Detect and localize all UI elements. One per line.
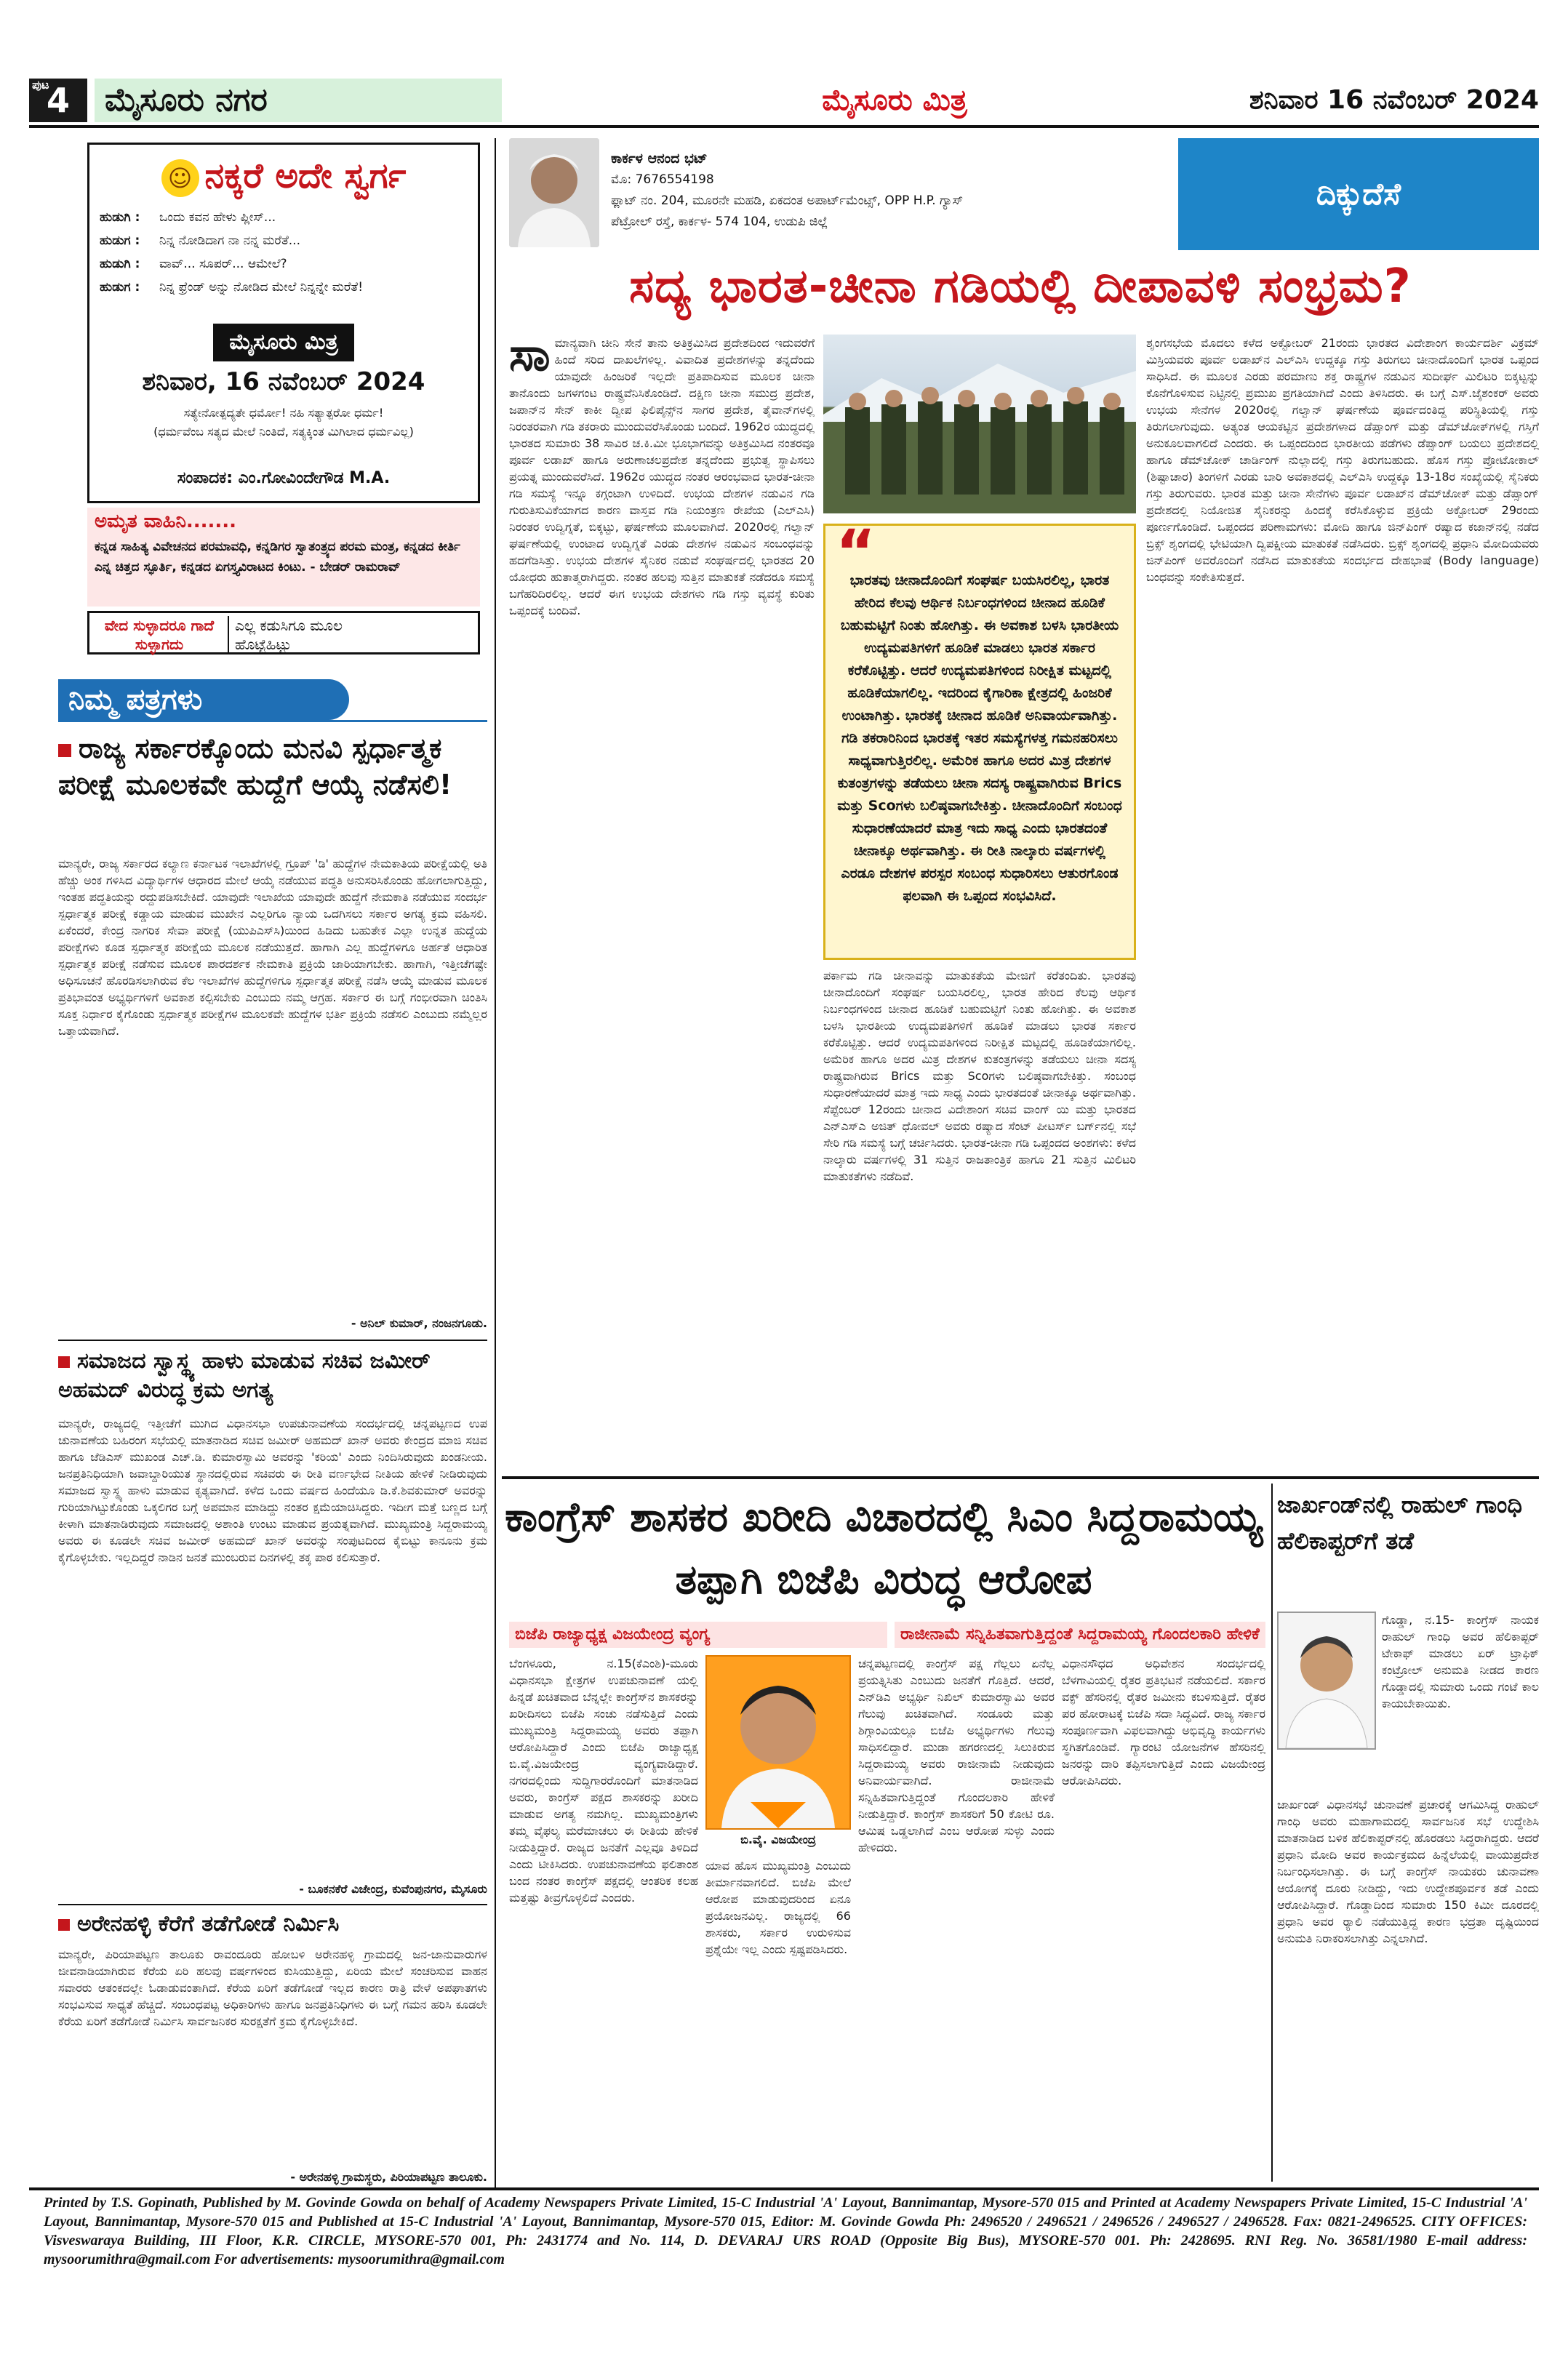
- laughing-face-icon: ☺: [161, 159, 199, 197]
- quote-text: ಕನ್ನಡ ಸಾಹಿತ್ಯ ವಿವೇಚನದ ಪರಮಾವಧಿ, ಕನ್ನಡಿಗರ ಸ್ವಾತಂತ್ರ್ಯದ ಪರಮ ಮಂತ್ರ, ಕನ್ನಡದ ಕೀರ್ತಿ ಎನ್ನ ಚಿತ್ತದ ಸ್ಫೂರ್ತಿ, ಕನ್ನಡದ ಏಗಸ್ತ್ಯವಿರಾಟದ ಕಿಂಟು. - ಬೇಡರ್ ರಾಮರಾವ್: [95, 540, 460, 575]
- news-column: ಚನ್ನಪಟ್ಟಣದಲ್ಲಿ ಕಾಂಗ್ರೆಸ್ ಪಕ್ಷ ಗೆಲ್ಲಲು ಏನೆಲ್ಲ ಪ್ರಯತ್ನಿಸಿತು ಎಂಬುದು ಜನತೆಗೆ ಗೊತ್ತಿದೆ. ಆದರೆ, ಎನ್‌ಡಿಎ ಅಭ್ಯರ್ಥಿ ನಿಖಿಲ್ ಕುಮಾರಸ್ವಾಮಿ ಅವರ ಗೆಲುವು ಖಚಿತವಾಗಿದೆ. ಸಂಡೂರು ಮತ್ತು ಶಿಗ್ಗಾಂವಿಯಲ್ಲೂ ಬಿಜೆಪಿ ಅಭ್ಯರ್ಥಿಗಳು ಗೆಲುವು ಸಾಧಿಸಲಿದ್ದಾರೆ. ಮುಡಾ ಹಗರಣದಲ್ಲಿ ಸಿಲುಕಿರುವ ಸಿದ್ದರಾಮಯ್ಯ ಅವರು ರಾಜೀನಾಮೆ ನೀಡುವುದು ಅನಿವಾರ್ಯವಾಗಿದೆ. ರಾಜೀನಾಮೆ ಸನ್ನಿಹಿತವಾಗುತ್ತಿದ್ದಂತೆ ಗೊಂದಲಕಾರಿ ಹೇಳಿಕೆ ನೀಡುತ್ತಿದ್ದಾರೆ. ಕಾಂಗ್ರೆಸ್ ಶಾಸಕರಿಗೆ 50 ಕೋಟಿ ರೂ. ಆಮಿಷ ಒಡ್ಡಲಾಗಿದೆ ಎಂಬ ಆರೋಪ ಸುಳ್ಳು ಎಂದು ಹೇಳಿದರು.: [858, 1657, 1055, 1854]
- vijayendra-photo: [705, 1655, 851, 1830]
- author-address: ಫ್ಲಾಟ್ ನಂ. 204, ಮೂರನೇ ಮಹಡಿ, ಏಕದಂತ ಅಪಾರ್ಟ್‌ಮೆಂಟ್ಸ್, OPP H.P. ಗ್ಯಾಸ್ ಪೆಟ್ರೋಲ್ ರಸ್ತೆ, ಕಾರ್ಕಳ- 574 104, ಉಡುಪಿ ಜಿಲ್ಲೆ: [611, 193, 964, 229]
- section-title: ಮೈಸೂರು ನಗರ: [95, 79, 502, 122]
- paper-name: ಮೈಸೂರು ಮಿತ್ರ: [822, 84, 967, 117]
- news-headline: ಕಾಂಗ್ರೆಸ್ ಶಾಸಕರ ಖರೀದಿ ವಿಚಾರದಲ್ಲಿ ಸಿಎಂ ಸಿದ್ದರಾಮಯ್ಯ ತಪ್ಪಾಗಿ ಬಿಜೆಪಿ ವಿರುದ್ಧ ಆರೋಪ: [505, 1494, 1263, 1604]
- square-bullet-icon: [58, 1919, 70, 1931]
- joke-lines: [100, 206, 471, 322]
- joke-title-text: ನಕ್ಕರೆ ಅದೇ ಸ್ವರ್ಗ: [204, 156, 407, 196]
- divider: [58, 1340, 487, 1341]
- news-headline: ಜಾರ್ಖಂಡ್‌ನಲ್ಲಿ ರಾಹುಲ್ ಗಾಂಧಿ ಹೆಲಿಕಾಪ್ಟರ್‌ಗೆ ತಡೆ: [1277, 1491, 1523, 1555]
- sub-headline: ರಾಜೀನಾಮೆ ಸನ್ನಿಹಿತವಾಗುತ್ತಿದ್ದಂತೆ ಸಿದ್ದರಾಮಯ್ಯ ಗೊಂದಲಕಾರಿ ಹೇಳಿಕೆ: [895, 1622, 1265, 1648]
- joke-text: ಒಂದು ಕವನ ಹೇಳು ಪ್ಲೀಸ್...: [159, 210, 276, 225]
- pull-quote-text: ಭಾರತವು ಚೀನಾದೊಂದಿಗೆ ಸಂಘರ್ಷ ಬಯಸಿರಲಿಲ್ಲ, ಭಾರತ ಹೇರಿದ ಕೆಲವು ಆರ್ಥಿಕ ನಿರ್ಬಂಧಗಳಿಂದ ಚೀನಾದ ಹೂಡಿಕೆ ಬಹುಮಟ್ಟಿಗೆ ನಿಂತು ಹೋಗಿತ್ತು. ಈ ಅವಕಾಶ ಬಳಸಿ ಭಾರತೀಯ ಉದ್ಯಮಪತಿಗಳಿಗೆ ಹೂಡಿಕೆ ಮಾಡಲು ಭಾರತ ಸರ್ಕಾರ ಕರೆಕೊಟ್ಟಿತ್ತು. ಆದರೆ ಉದ್ಯಮಪತಿಗಳಿಂದ ನಿರೀಕ್ಷಿತ ಮಟ್ಟದಲ್ಲಿ ಹೂಡಿಕೆಯಾಗಲಿಲ್ಲ. ಇದರಿಂದ ಕೈಗಾರಿಕಾ ಕ್ಷೇತ್ರದಲ್ಲಿ ಹಿಂಜರಿಕೆ ಉಂಟಾಗಿತ್ತು. ಭಾರತಕ್ಕೆ ಚೀನಾದ ಹೂಡಿಕೆ ಅನಿವಾರ್ಯವಾಗಿತ್ತು. ಗಡಿ ತಕರಾರಿನಿಂದ ಭಾರತಕ್ಕೆ ಇತರ ಸಮಸ್ಯೆಗಳತ್ತ ಗಮನಹರಿಸಲು ಸಾಧ್ಯವಾಗುತ್ತಿರಲಿಲ್ಲ. ಅಮೆರಿಕ ಹಾಗೂ ಅದರ ಮಿತ್ರ ದೇಶಗಳ ಕುತಂತ್ರಗಳನ್ನು ತಡೆಯಲು ಚೀನಾ ಸದಸ್ಯ ರಾಷ್ಟ್ರವಾಗಿರುವ Brics ಮತ್ತು Scoಗಳು ಬಲಿಷ್ಠವಾಗಬೇಕಿತ್ತು. ಚೀನಾದೊಂದಿಗೆ ಸಂಬಂಧ ಸುಧಾರಣೆಯಾದರೆ ಮಾತ್ರ ಇದು ಸಾಧ್ಯ ಎಂದು ಭಾರತದಂತೆ ಚೀನಾಕ್ಕೂ ಅರ್ಥವಾಗಿತ್ತು. ಈ ರೀತಿ ನಾಲ್ಕಾರು ವರ್ಷಗಳಲ್ಲಿ ಎರಡೂ ದೇಶಗಳ ಪರಸ್ಪರ ಸಂಬಂಧ ಸುಧಾರಿಸಲು ಆತುರಗೊಂಡ ಫಲವಾಗಿ ಈ ಒಪ್ಪಂದ ಸಂಭವಿಸಿದೆ.: [837, 572, 1122, 904]
- author-phone: ಮೊ: 7676554198: [611, 172, 714, 187]
- quote-mark-icon: “: [836, 516, 876, 588]
- editorial-headline: ಸದ್ಯ ಭಾರತ-ಚೀನಾ ಗಡಿಯಲ್ಲಿ ದೀಪಾವಳಿ ಸಂಭ್ರಮ?: [629, 260, 1412, 313]
- footer-rule: [29, 2187, 1539, 2190]
- motto-line: ಸತ್ಯೇನೋತ್ಪದ್ಯತೇ ಧರ್ಮೋ! ನಹಿ ಸತ್ಯಾತ್ಪರೋ ಧರ್ಮ!: [183, 406, 384, 420]
- masthead: [29, 79, 1539, 122]
- photo-caption: ಬಿ.ವೈ. ವಿಜಯೇಂದ್ರ: [740, 1833, 816, 1846]
- news-column: ವಿಧಾನಸೌಧದ ಅಧಿವೇಶನ ಸಂದರ್ಭದಲ್ಲಿ ಬೆಳಗಾವಿಯಲ್ಲಿ ರೈತರ ಪ್ರತಿಭಟನೆ ನಡೆಯಲಿದೆ. ಸರ್ಕಾರ ವಕ್ಫ್ ಹೆಸರಿನಲ್ಲಿ ರೈತರ ಜಮೀನು ಕಬಳಿಸುತ್ತಿದೆ. ರೈತರ ಪರ ಹೋರಾಟಕ್ಕೆ ಬಿಜೆಪಿ ಸದಾ ಸಿದ್ಧವಿದೆ. ರಾಜ್ಯ ಸರ್ಕಾರ ಸಂಪೂರ್ಣವಾಗಿ ವಿಫಲವಾಗಿದ್ದು ಅಭಿವೃದ್ಧಿ ಕಾರ್ಯಗಳು ಸ್ಥಗಿತಗೊಂಡಿವೆ. ಗ್ಯಾರಂಟಿ ಯೋಜನೆಗಳ ಹೆಸರಿನಲ್ಲಿ ಜನರನ್ನು ದಾರಿ ತಪ್ಪಿಸಲಾಗುತ್ತಿದೆ ಎಂದು ವಿಜಯೇಂದ್ರ ಆರೋಪಿಸಿದರು.: [1062, 1657, 1265, 1787]
- rahul-photo: [1277, 1612, 1376, 1750]
- sub-headline: ಬಿಜೆಪಿ ರಾಜ್ಯಾಧ್ಯಕ್ಷ ವಿಜಯೇಂದ್ರ ವ್ಯಂಗ್ಯ: [509, 1622, 887, 1648]
- section-rule: [502, 1476, 1539, 1479]
- divider: [58, 1904, 487, 1905]
- joke-text: ನಿನ್ನ ನೋಡಿದಾಗ ನಾ ನನ್ನ ಮರೆತೆ...: [159, 233, 300, 248]
- letters-header: ನಿಮ್ಮ ಪತ್ರಗಳು: [58, 679, 349, 720]
- square-bullet-icon: [58, 1356, 70, 1368]
- box-date: ಶನಿವಾರ, 16 ನವೆಂಬರ್ 2024: [142, 367, 425, 396]
- masthead-rule: [29, 125, 1539, 128]
- author-photo: [509, 138, 599, 247]
- joke-box: [87, 143, 480, 503]
- proverb-left: ವೇದ ಸುಳ್ಳಾದರೂ ಗಾದೆ ಸುಳ್ಳಾಗದು: [104, 617, 215, 653]
- letter-title: [58, 1347, 487, 1412]
- square-bullet-icon: [58, 744, 71, 757]
- joke-title: [89, 151, 478, 201]
- issue-date: ಶನಿವಾರ 16 ನವೆಂಬರ್ 2024: [1249, 85, 1539, 115]
- author-info: [611, 148, 989, 243]
- letter-title-text: ರಾಜ್ಯ ಸರ್ಕಾರಕ್ಕೊಂದು ಮನವಿ ಸ್ಪರ್ಧಾತ್ಮಕ ಪರೀಕ್ಷೆ ಮೂಲಕವೇ ಹುದ್ದೆಗೆ ಆಯ್ಕೆ ನಡೆಸಲಿ!: [58, 732, 452, 801]
- joke-speaker: ಹುಡುಗಿ :: [100, 210, 140, 225]
- portrait-icon: [1279, 1613, 1375, 1748]
- letter-title-text: ಅರೇನಹಳ್ಳಿ ಕೆರೆಗೆ ತಡೆಗೋಡೆ ನಿರ್ಮಿಸಿ: [77, 1911, 340, 1937]
- proverb-right: ಎಲ್ಲ ಕಡುಸಿಗೂ ಮೂಲ ಹೊಟ್ಟೆಹಿಟ್ಟು: [228, 616, 373, 654]
- joke-speaker: ಹುಡುಗ :: [100, 280, 140, 295]
- editorial-column: [509, 335, 815, 1469]
- page-label: ಪುಟ: [32, 78, 49, 92]
- quote-box: [87, 508, 480, 606]
- news-column: ಜಾರ್ಖಂಡ್ ವಿಧಾನಸಭೆ ಚುನಾವಣೆ ಪ್ರಚಾರಕ್ಕೆ ಆಗಮಿಸಿದ್ದ ರಾಹುಲ್ ಗಾಂಧಿ ಅವರು ಮಹಾಗಾಮದಲ್ಲಿ ಸಾರ್ವಜನಿಕ ಸಭೆ ಉದ್ದೇಶಿಸಿ ಮಾತನಾಡಿದ ಬಳಿಕ ಹೆಲಿಕಾಪ್ಟರ್‌ನಲ್ಲಿ ಹೊರಡಲು ಸಿದ್ಧರಾಗಿದ್ದರು. ಆದರೆ ಪ್ರಧಾನಿ ಮೋದಿ ಅವರ ಕಾರ್ಯಕ್ರಮದ ಹಿನ್ನೆಲೆಯಲ್ಲಿ ವಾಯುಪ್ರದೇಶ ನಿರ್ಬಂಧಿಸಲಾಗಿತ್ತು. ಈ ಬಗ್ಗೆ ಕಾಂಗ್ರೆಸ್ ನಾಯಕರು ಚುನಾವಣಾ ಆಯೋಗಕ್ಕೆ ದೂರು ನೀಡಿದ್ದು, ಇದು ಉದ್ದೇಶಪೂರ್ವಕ ತಡೆ ಎಂದು ಆರೋಪಿಸಿದ್ದಾರೆ. ಗೊಡ್ಡಾದಿಂದ ಸುಮಾರು 150 ಕಿಮೀ ದೂರದಲ್ಲಿ ಪ್ರಧಾನಿ ಅವರ ರ್‍ಯಾಲಿ ನಡೆಯುತ್ತಿದ್ದ ಕಾರಣ ಭದ್ರತಾ ದೃಷ್ಟಿಯಿಂದ ಅನುಮತಿ ನಿರಾಕರಿಸಲಾಗಿತ್ತು ಎನ್ನಲಾಗಿದೆ.: [1277, 1798, 1539, 1945]
- soldiers-photo: [823, 335, 1136, 513]
- joke-line: [100, 229, 471, 252]
- motto-line: (ಧರ್ಮವೆಂಬ ಸತ್ಯದ ಮೇಲೆ ನಿಂತಿದೆ, ಸತ್ಯಕ್ಕಿಂತ ಮಿಗಿಲಾದ ಧರ್ಮವಿಲ್ಲ): [153, 425, 414, 439]
- news-column: ಬೆಂಗಳೂರು, ನ.15(ಕೆಎಂಶಿ)-ಮೂರು ವಿಧಾನಸಭಾ ಕ್ಷೇತ್ರಗಳ ಉಪಚುನಾವಣೆ ಯಲ್ಲಿ ಹಿನ್ನಡೆ ಖಚಿತವಾದ ಬೆನ್ನಲ್ಲೇ ಕಾಂಗ್ರೆಸ್‌ನ ಶಾಸಕರನ್ನು ಖರೀದಿಸಲು ಬಿಜೆಪಿ ಸಂಚು ನಡೆಸುತ್ತಿದೆ ಎಂದು ಮುಖ್ಯಮಂತ್ರಿ ಸಿದ್ದರಾಮಯ್ಯ ಅವರು ತಪ್ಪಾಗಿ ಆರೋಪಿಸಿದ್ದಾರೆ ಎಂದು ಬಿಜೆಪಿ ರಾಜ್ಯಾಧ್ಯಕ್ಷ ಬಿ.ವೈ.ವಿಜಯೇಂದ್ರ ವ್ಯಂಗ್ಯವಾಡಿದ್ದಾರೆ. ನಗರದಲ್ಲಿಂದು ಸುದ್ದಿಗಾರರೊಂದಿಗೆ ಮಾತನಾಡಿದ ಅವರು, ಕಾಂಗ್ರೆಸ್ ಪಕ್ಷದ ಶಾಸಕರನ್ನು ಖರೀದಿ ಮಾಡುವ ಅಗತ್ಯ ನಮಗಿಲ್ಲ. ಮುಖ್ಯಮಂತ್ರಿಗಳು ತಮ್ಮ ವೈಫಲ್ಯ ಮರೆಮಾಚಲು ಈ ರೀತಿಯ ಹೇಳಿಕೆ ನೀಡುತ್ತಿದ್ದಾರೆ. ರಾಜ್ಯದ ಜನತೆಗೆ ಎಲ್ಲವೂ ತಿಳಿದಿದೆ ಎಂದು ಟೀಕಿಸಿದರು. ಉಪಚುನಾವಣೆಯ ಫಲಿತಾಂಶ ಬಂದ ನಂತರ ಕಾಂಗ್ರೆಸ್ ಪಕ್ಷದಲ್ಲಿ ಆಂತರಿಕ ಕಲಹ ಮತ್ತಷ್ಟು ತೀವ್ರಗೊಳ್ಳಲಿದೆ ಎಂದರು.: [509, 1657, 698, 1905]
- joke-line: [100, 276, 471, 299]
- letter-title-text: ಸಮಾಜದ ಸ್ವಾಸ್ಥ್ಯ ಹಾಳು ಮಾಡುವ ಸಚಿವ ಜಮೀರ್ ಅಹಮದ್ ವಿರುದ್ಧ ಕ್ರಮ ಅಗತ್ಯ: [58, 1348, 431, 1403]
- joke-line: [100, 252, 471, 276]
- letter-title: [58, 730, 487, 854]
- joke-speaker: ಹುಡುಗಿ :: [100, 257, 140, 271]
- page-number: [29, 79, 87, 122]
- paper-logo: ಮೈಸೂರು ಮಿತ್ರ: [213, 324, 354, 361]
- column-name: ದಿಕ್ಕುದೆಸೆ: [1178, 138, 1539, 250]
- letters-rule: [58, 720, 487, 722]
- letter-body: ಮಾನ್ಯರೇ, ಪಿರಿಯಾಪಟ್ಟಣ ತಾಲೂಕು ರಾವಂದೂರು ಹೋಬಳಿ ಅರೇನಹಳ್ಳಿ ಗ್ರಾಮದಲ್ಲಿ ಜನ-ಜಾನುವಾರುಗಳ ಜೀವನಾಡಿಯಾಗಿರುವ ಕೆರೆಯ ಏರಿ ಹಲವು ವರ್ಷಗಳಿಂದ ಕುಸಿಯುತ್ತಿದ್ದು, ಏರಿಯ ಮೇಲೆ ಸಂಚರಿಸುವ ವಾಹನ ಸವಾರರು ಆತಂಕದಲ್ಲೇ ಓಡಾಡುವಂತಾಗಿದೆ. ಕೆರೆಯ ಏರಿಗೆ ತಡೆಗೋಡೆ ಇಲ್ಲದ ಕಾರಣ ರಾತ್ರಿ ವೇಳೆ ಅಪಘಾತಗಳು ಸಂಭವಿಸುವ ಸಾಧ್ಯತೆ ಹೆಚ್ಚಿದೆ. ಸಂಬಂಧಪಟ್ಟ ಅಧಿಕಾರಿಗಳು ಹಾಗೂ ಜನಪ್ರತಿನಿಧಿಗಳು ಈ ಬಗ್ಗೆ ಗಮನ ಹರಿಸಿ ಕೂಡಲೇ ಕೆರೆಯ ಏರಿಗೆ ತಡೆಗೋಡೆ ನಿರ್ಮಿಸಿ ಸಾರ್ವಜನಿಕರ ಸುರಕ್ಷತೆಗೆ ಕ್ರಮ ಕೈಗೊಳ್ಳಬೇಕಿದೆ.: [58, 1947, 487, 2028]
- imprint-line: Printed by T.S. Gopinath, Published by M. Govinde Gowda on behalf of Academy Newspapers Private Limited, 15-C Industrial 'A' Layout, Bannimantap, Mysore-570 015 and Printed at Academy Newspapers Private Limited, 15-C Industrial 'A' Layout, Bannimantap, Mysore-570 015 and Published at 15-C Industrial 'A' Layout, Bannimantap, Mysore-570 015, Editor: M. Govinde Gowda Ph: 2496520 / 2496521 / 2496526 / 2496527 / 2496528. Fax: 0821-2496525. CITY OFFICES: Visveswaraya Building, III Floor, K.R. CIRCLE, MYSORE-570 001, Ph: 2431774 and No. 114, D. DEVARAJ URS ROAD (Opposite Big Bus), MYSORE-570 001. Ph: 2428695. RNI Reg. No. 36581/1980 E-mail address: mysoorumithra@gmail.com For advertisements: mysoorumithra@gmail.com: [44, 2195, 1527, 2267]
- letter-signature: - ಅರೇನಹಳ್ಳಿ ಗ್ರಾಮಸ್ಥರು, ಪಿರಿಯಾಪಟ್ಟಣ ತಾಲೂಕು.: [290, 2170, 487, 2184]
- editorial-text: ಮಾನ್ಯವಾಗಿ ಚೀನಿ ಸೇನೆ ತಾನು ಅತಿಕ್ರಮಿಸಿದ ಪ್ರದೇಶದಿಂದ ಇದುವರೆಗೆ ಹಿಂದೆ ಸರಿದ ದಾಖಲೆಗಳಿಲ್ಲ. ವಿವಾದಿತ ಪ್ರದೇಶಗಳನ್ನು ತನ್ನದೆಂದು ಯಾವುದೇ ಹಿಂಜರಿಕೆ ಇಲ್ಲದೇ ಪ್ರತಿಪಾದಿಸುವ ಮೂಲಕ ಚೀನಾ ತಾನೊಂದು ಜಗಳಗಂಟ ರಾಷ್ಟ್ರವೆನಿಸಿಕೊಂಡಿದೆ. ದಕ್ಷಿಣ ಚೀನಾ ಸಮುದ್ರ ಪ್ರದೇಶ, ಜಪಾನ್‌ನ ಸೇನ್ ಕಾಕೀ ದ್ವೀಪ ಫಿಲಿಪೈನ್ಸ್‌ನ ಸಾಗರ ಪ್ರದೇಶ, ತೈವಾನ್‌ಗಳಲ್ಲಿ ನಿರಂತರವಾಗಿ ಗಡಿ ತಕರಾರು ಮುಂದುವರೆಸಿಕೊಂಡು ಬಂದಿದೆ. 1962ರ ಯುದ್ಧದಲ್ಲಿ ಭಾರತದ ಸುಮಾರು 38 ಸಾವಿರ ಚ.ಕಿ.ಮೀ ಭೂಭಾಗವನ್ನು ಅತಿಕ್ರಮಿಸಿದ ನಂತರವೂ ಪೂರ್ವ ಲಡಾಖ್ ಹಾಗೂ ಅರುಣಾಚಲಪ್ರದೇಶ ತನ್ನದೆಂದು ಪ್ರಭುತ್ವ ಸ್ಥಾಪಿಸಲು ಪ್ರಯತ್ನ ಮುಂದುವರೆಸಿದೆ. 1962ರ ಯುದ್ಧದ ನಂತರ ಆರಂಭವಾದ ಭಾರತ-ಚೀನಾ ಗಡಿ ಸಮಸ್ಯೆ ಇನ್ನೂ ಕಗ್ಗಂಟಾಗಿ ಉಳಿದಿದೆ. ಉಭಯ ದೇಶಗಳ ನಡುವಿನ ಗಡಿ ಗುರುತಿಸುವಿಕೆಯಾಗದ ಕಾರಣ ವಾಸ್ತವ ಗಡಿ ನಿಯಂತ್ರಣ ರೇಖೆಯ (ಎಲ್‌ಎಸಿ) ನಿರಂತರ ಉದ್ವಿಗ್ನತೆ, ಬಿಕ್ಕಟ್ಟು, ಘರ್ಷಣೆಯ ಮೂಲವಾಗಿದೆ. 2020ರಲ್ಲಿ ಗಲ್ವಾನ್ ಘರ್ಷಣೆಯಲ್ಲಿ ಉಂಟಾದ ಉದ್ವಿಗ್ನತೆ ಎರಡು ದೇಶಗಳ ನಡುವಿನ ಸಂಬಂಧವನ್ನು ಹದಗೆಡಿಸಿತ್ತು. ಉಭಯ ದೇಶಗಳ ಸೈನಿಕರ ನಡುವೆ ಸಂಘರ್ಷದಲ್ಲಿ ಭಾರತದ 20 ಯೋಧರು ಹುತಾತ್ಮರಾಗಿದ್ದರು. ನಂತರ ಹಲವು ಸುತ್ತಿನ ಮಾತುಕತೆ ನಡೆದರೂ ಸಮಸ್ಯೆ ಬಗೆಹರಿದಿರಲಿಲ್ಲ. ಆದರೆ ಈಗ ಉಭಯ ದೇಶಗಳು ಗಡಿ ಗಸ್ತು ವ್ಯವಸ್ಥೆ ಕುರಿತು ಒಪ್ಪಂದಕ್ಕೆ ಬಂದಿವೆ.: [509, 336, 815, 617]
- editor-line: ಸಂಪಾದಕ: ಎಂ.ಗೋವಿಂದೇಗೌಡ M.A.: [177, 469, 391, 487]
- paper-motto: [97, 404, 471, 462]
- author-portrait-icon: [509, 138, 599, 247]
- letter-signature: - ಅನಿಲ್ ಕುಮಾರ್, ನಂಜನಗೂಡು.: [351, 1316, 487, 1330]
- joke-text: ವಾವ್... ಸೂಪರ್... ಆಮೇಲೆ?: [159, 257, 287, 271]
- soldiers-image-icon: [823, 335, 1136, 513]
- editorial-column: ಪರ್ಕಾಮ ಗಡಿ ಚೀನಾವನ್ನು ಮಾತುಕತೆಯ ಮೇಜಿಗೆ ಕರೆತಂದಿತು. ಭಾರತವು ಚೀನಾದೊಂದಿಗೆ ಸಂಘರ್ಷ ಬಯಸಿರಲಿಲ್ಲ, ಭಾರತ ಹೇರಿದ ಕೆಲವು ಆರ್ಥಿಕ ನಿರ್ಬಂಧಗಳಿಂದ ಚೀನಾದ ಹೂಡಿಕೆ ಬಹುಮಟ್ಟಿಗೆ ನಿಂತು ಹೋಗಿತ್ತು. ಈ ಅವಕಾಶ ಬಳಸಿ ಭಾರತೀಯ ಉದ್ಯಮಪತಿಗಳಿಗೆ ಹೂಡಿಕೆ ಮಾಡಲು ಭಾರತ ಸರ್ಕಾರ ಕರೆಕೊಟ್ಟಿತ್ತು. ಆದರೆ ಉದ್ಯಮಪತಿಗಳಿಂದ ನಿರೀಕ್ಷಿತ ಮಟ್ಟದಲ್ಲಿ ಹೂಡಿಕೆಯಾಗಲಿಲ್ಲ. ಅಮೆರಿಕ ಹಾಗೂ ಅದರ ಮಿತ್ರ ದೇಶಗಳ ಕುತಂತ್ರಗಳನ್ನು ತಡೆಯಲು ಚೀನಾ ಸದಸ್ಯ ರಾಷ್ಟ್ರವಾಗಿರುವ Brics ಮತ್ತು Scoಗಳು ಬಲಿಷ್ಠವಾಗಬೇಕಿತ್ತು. ಸಂಬಂಧ ಸುಧಾರಣೆಯಾದರೆ ಮಾತ್ರ ಇದು ಸಾಧ್ಯ ಎಂದು ಭಾರತದಂತೆ ಚೀನಾಕ್ಕೂ ಅರ್ಥವಾಗಿತ್ತು. ಸೆಪ್ಟೆಂಬರ್ 12ರಂದು ಚೀನಾದ ವಿದೇಶಾಂಗ ಸಚಿವ ವಾಂಗ್ ಯಿ ಮತ್ತು ಭಾರತದ ಎನ್‌ಎಸ್‌ಎ ಅಜಿತ್ ಧೋವಲ್ ಅವರು ರಷ್ಯಾದ ಸೆಂಟ್ ಪೀಟರ್ಸ್ ಬರ್ಗ್‌ನಲ್ಲಿ ಸಭೆ ಸೇರಿ ಗಡಿ ಸಮಸ್ಯೆ ಬಗ್ಗೆ ಚರ್ಚಿಸಿದರು. ಭಾರತ-ಚೀನಾ ಗಡಿ ಒಪ್ಪಂದದ ಅಂಶಗಳು: ಕಳೆದ ನಾಲ್ಕಾರು ವರ್ಷಗಳಲ್ಲಿ 31 ಸುತ್ತಿನ ರಾಜತಾಂತ್ರಿಕ ಹಾಗೂ 21 ಸುತ್ತಿನ ಮಿಲಿಟರಿ ಮಾತುಕತೆಗಳು ನಡೆದಿವೆ.: [823, 969, 1136, 1183]
- pull-quote: [823, 516, 1136, 960]
- joke-line: [100, 206, 471, 229]
- news-column: ಗೊಡ್ಡಾ, ನ.15- ಕಾಂಗ್ರೆಸ್ ನಾಯಕ ರಾಹುಲ್ ಗಾಂಧಿ ಅವರ ಹೆಲಿಕಾಪ್ಟರ್ ಟೇಕಾಫ್ ಮಾಡಲು ಏರ್ ಟ್ರಾಫಿಕ್ ಕಂಟ್ರೋಲ್ ಅನುಮತಿ ನೀಡದ ಕಾರಣ ಗೊಡ್ಡಾದಲ್ಲಿ ಸುಮಾರು ಒಂದು ಗಂಟೆ ಕಾಲ ಕಾಯಬೇಕಾಯಿತು.: [1382, 1613, 1539, 1710]
- letter-title: [58, 1910, 487, 1943]
- column-rule: [1271, 1484, 1273, 2182]
- portrait-icon: [707, 1657, 849, 1828]
- quote-title: ಅಮೃತ ವಾಹಿನಿ.......: [95, 511, 237, 532]
- joke-text: ನಿನ್ನ ಫ್ರೆಂಡ್ ಅನ್ನು ನೋಡಿದ ಮೇಲೆ ನಿನ್ನನ್ನೇ ಮರೆತೆ!: [159, 280, 364, 295]
- letter-body: ಮಾನ್ಯರೇ, ರಾಜ್ಯದಲ್ಲಿ ಇತ್ತೀಚೆಗೆ ಮುಗಿದ ವಿಧಾನಸಭಾ ಉಪಚುನಾವಣೆಯ ಸಂದರ್ಭದಲ್ಲಿ ಚನ್ನಪಟ್ಟಣದ ಉಪ ಚುನಾವಣೆಯ ಬಹಿರಂಗ ಸಭೆಯಲ್ಲಿ ಮಾತನಾಡಿದ ಸಚಿವ ಜಮೀರ್ ಅಹಮದ್ ಖಾನ್ ಅವರು ಕೇಂದ್ರದ ಮಾಜಿ ಸಚಿವ ಹಾಗೂ ಜೆಡಿಎಸ್ ಮುಖಂಡ ಎಚ್.ಡಿ. ಕುಮಾರಸ್ವಾಮಿ ಅವರನ್ನು 'ಕರಿಯ' ಎಂದು ನಿಂದಿಸಿರುವುದು ಖಂಡನೀಯ. ಜನಪ್ರತಿನಿಧಿಯಾಗಿ ಜವಾಬ್ದಾರಿಯುತ ಸ್ಥಾನದಲ್ಲಿರುವ ಸಚಿವರು ಈ ರೀತಿ ವರ್ಣಭೇದ ನೀತಿಯ ಹೇಳಿಕೆ ನೀಡಿರುವುದು ಸಮಾಜದ ಸ್ವಾಸ್ಥ್ಯ ಹಾಳು ಮಾಡುವ ಕೃತ್ಯವಾಗಿದೆ. ಕಳೆದ ಒಂದು ವರ್ಷದ ಹಿಂದೆಯೂ ಡಿ.ಕೆ.ಶಿವಕುಮಾರ್ ಅವರನ್ನು ಗುರಿಯಾಗಿಟ್ಟುಕೊಂಡು ಒಕ್ಕಲಿಗರ ಬಗ್ಗೆ ಅಪಮಾನ ಮಾಡಿದ್ದು ನಂತರ ಕ್ಷಮೆಯಾಚಿಸಿದ್ದರು. ಇದೀಗ ಮತ್ತೆ ಬಣ್ಣದ ಬಗ್ಗೆ ಕೀಳಾಗಿ ಮಾತನಾಡಿರುವುದು ಸಮಾಜದಲ್ಲಿ ಅಶಾಂತಿ ಉಂಟು ಮಾಡುವ ಪ್ರಯತ್ನವಾಗಿದೆ. ಮುಖ್ಯಮಂತ್ರಿ ಸಿದ್ದರಾಮಯ್ಯ ಅವರು ಈ ಕೂಡಲೇ ಸಚಿವ ಜಮೀರ್ ಅಹಮದ್ ಖಾನ್ ಅವರನ್ನು ಸಂಪುಟದಿಂದ ಕೈಬಿಟ್ಟು ಕಾನೂನು ಕ್ರಮ ಕೈಗೊಳ್ಳಬೇಕು. ಇಲ್ಲದಿದ್ದರೆ ನಾಡಿನ ಜನತೆ ಮುಂಬರುವ ದಿನಗಳಲ್ಲಿ ತಕ್ಕ ಪಾಠ ಕಲಿಸುತ್ತಾರೆ.: [58, 1417, 487, 1564]
- joke-speaker: ಹುಡುಗ :: [100, 233, 140, 248]
- page-number-value: 4: [46, 81, 70, 120]
- news-column: ಯಾವ ಹೊಸ ಮುಖ್ಯಮಂತ್ರಿ ಎಂಬುದು ತೀರ್ಮಾನವಾಗಲಿದೆ. ಬಿಜೆಪಿ ಮೇಲೆ ಆರೋಪ ಮಾಡುವುದರಿಂದ ಏನೂ ಪ್ರಯೋಜನವಿಲ್ಲ. ರಾಜ್ಯದಲ್ಲಿ 66 ಶಾಸಕರು, ಸರ್ಕಾರ ಉರುಳಿಸುವ ಪ್ರಶ್ನೆಯೇ ಇಲ್ಲ ಎಂದು ಸ್ಪಷ್ಟಪಡಿಸಿದರು.: [705, 1859, 851, 1956]
- author-name: ಕಾರ್ಕಳ ಆನಂದ ಭಟ್: [611, 151, 708, 167]
- column-rule: [495, 138, 496, 2189]
- letter-signature: - ಬೂಕನಕೆರೆ ವಿಜೇಂದ್ರ, ಕುವೆಂಪುನಗರ, ಮೈಸೂರು: [299, 1882, 487, 1896]
- letter-body: ಮಾನ್ಯರೇ, ರಾಜ್ಯ ಸರ್ಕಾರದ ಕಲ್ಯಾಣ ಕರ್ನಾಟಕ ಇಲಾಖೆಗಳಲ್ಲಿ ಗ್ರೂಪ್ 'ಡಿ' ಹುದ್ದೆಗಳ ನೇಮಕಾತಿಯ ಪರೀಕ್ಷೆಯಲ್ಲಿ ಅತಿ ಹೆಚ್ಚು ಅಂಕ ಗಳಿಸಿದ ವಿದ್ಯಾರ್ಥಿಗಳ ಆಧಾರದ ಮೇಲೆ ಆಯ್ಕೆ ನಡೆಯುವ ಪದ್ಧತಿ ಅನುಸರಿಸಿಕೊಂಡು ಹೋಗಲಾಗುತ್ತಿದ್ದು, ಇಂತಹ ಪದ್ಧತಿಯನ್ನು ರದ್ದುಪಡಿಸಬೇಕಿದೆ. ಯಾವುದೇ ಇಲಾಖೆಯ ಯಾವುದೇ ಹುದ್ದೆಗೆ ನೇಮಕಾತಿ ನಡೆಯುವ ಸಂದರ್ಭ ಸ್ಪರ್ಧಾತ್ಮಕ ಪರೀಕ್ಷೆ ಕಡ್ಡಾಯ ಮಾಡುವ ಮುಖೇನ ಎಲ್ಲರಿಗೂ ನ್ಯಾಯ ಒದಗಿಸಲು ಸರ್ಕಾರ ಅಗತ್ಯ ಕ್ರಮ ವಹಿಸಲಿ. ಏಕೆಂದರೆ, ಕೇಂದ್ರ ನಾಗರಿಕ ಸೇವಾ ಪರೀಕ್ಷೆ (ಯುಪಿಎಸ್‌ಸಿ)ಯಿಂದ ಹಿಡಿದು ಬಹುತೇಕ ಎಲ್ಲಾ ಉನ್ನತ ಹುದ್ದೆಯ ಪರೀಕ್ಷೆಗಳು ಕೂಡ ಸ್ಪರ್ಧಾತ್ಮಕ ಪರೀಕ್ಷೆಯ ಮೂಲಕ ನಡೆಯುತ್ತದೆ. ಹಾಗಾಗಿ ಎಲ್ಲ ಹುದ್ದೆಗಳಿಗೂ ಅರ್ಹತೆ ಆಧಾರಿತ ಸ್ಪರ್ಧಾತ್ಮಕ ಪರೀಕ್ಷೆ ನಡೆಸುವ ಮೂಲಕ ಪಾರದರ್ಶಕ ನೇಮಕಾತಿ ಪ್ರಕ್ರಿಯೆ ಜಾರಿಯಾಗಬೇಕು. ಹಾಗಾಗಿ, ಇತ್ತೀಚೆಗಷ್ಟೇ ಅಧಿಸೂಚನೆ ಹೊರಡಿಸಲಾಗಿರುವ ಕೆಲ ಇಲಾಖೆಗಳ ಹುದ್ದೆಗಳಿಗೂ ಸ್ಪರ್ಧಾತ್ಮಕ ಪರೀಕ್ಷೆ ನಡೆಸಿ ಆಯ್ಕೆ ಮಾಡುವ ಮೂಲಕ ಪ್ರತಿಭಾವಂತ ಅಭ್ಯರ್ಥಿಗಳಿಗೆ ಅವಕಾಶ ಕಲ್ಪಿಸಬೇಕು ಎಂಬುದು ನಮ್ಮ ಆಗ್ರಹ. ಸರ್ಕಾರ ಈ ಬಗ್ಗೆ ಗಂಭೀರವಾಗಿ ಚಿಂತಿಸಿ ಸೂಕ್ತ ನಿರ್ಧಾರ ಕೈಗೊಂಡು ಸ್ಪರ್ಧಾತ್ಮಕ ಪರೀಕ್ಷೆಗಳ ಮೂಲಕವೇ ಹುದ್ದೆಗಳ ಭರ್ತಿ ಪ್ರಕ್ರಿಯೆ ನಡೆಸಲಿ ಎಂಬುದು ನಮ್ಮೆಲ್ಲರ ಒತ್ತಾಯವಾಗಿದೆ.: [58, 857, 487, 1038]
- proverb-box: [87, 611, 480, 654]
- editorial-column: ಶೃಂಗಸಭೆಯ ಮೊದಲು ಕಳೆದ ಅಕ್ಟೋಬರ್ 21ರಂದು ಭಾರತದ ವಿದೇಶಾಂಗ ಕಾರ್ಯದರ್ಶಿ ವಿಕ್ರಮ್ ಮಿಸ್ರಿಯವರು ಪೂರ್ವ ಲಡಾಖ್‌ನ ಎಲ್‌ಎಸಿ ಉದ್ದಕ್ಕೂ ಗಸ್ತು ತಿರುಗಲು ಚೀನಾದೊಂದಿಗೆ ಭಾರತ ಒಪ್ಪಂದ ಸಾಧಿಸಿದೆ. ಈ ಮೂಲಕ ಎರಡು ಪರಮಾಣು ಶಕ್ತ ರಾಷ್ಟ್ರಗಳ ನಡುವಿನ ಸುದೀರ್ಘ ಮಿಲಿಟರಿ ಬಿಕ್ಕಟ್ಟನ್ನು ಕೊನೆಗೊಳಿಸುವ ನಿಟ್ಟಿನಲ್ಲಿ ಪ್ರಮುಖ ಪ್ರಗತಿಯಾಗಿದೆ ಎಂದು ತಿಳಿಸಿದರು. ಈ ಬಗ್ಗೆ ಎಸ್.ಜೈಶಂಕರ್ ಅವರು ಉಭಯ ಸೇನೆಗಳ 2020ರಲ್ಲಿ ಗಲ್ವಾನ್ ಘರ್ಷಣೆಯ ಪೂರ್ವದಂತಿದ್ದ ಪರಿಸ್ಥಿತಿಯಲ್ಲಿ ಗಸ್ತು ತಿರುಗಲಾಗುವುದು. ಅತ್ಯಂತ ಆಯಕಟ್ಟಿನ ಪ್ರದೇಶಗಳಾದ ಡೆಪ್ಸಾಂಗ್ ಮತ್ತು ಡೆಮ್‌ಚೋಕ್‌ಗಳಲ್ಲಿ ಗಸ್ತಿಗೆ ಅನುಕೂಲವಾಗಲಿದೆ ಎಂದರು. ಈ ಒಪ್ಪಂದದಿಂದ ಭಾರತೀಯ ಪಡೆಗಳು ಡೆಪ್ಸಾಂಗ್ ಬಯಲು ಪ್ರದೇಶದಲ್ಲಿ ಹಾಗೂ ಡೆಮ್‌ಚೋಕ್ ಚಾರ್ಡಿಂಗ್ ನುಲ್ಲಾದಲ್ಲಿ ಗಸ್ತು ತಿರುಗಬಹುದು. ಹೊಸ ಗಸ್ತು ಪ್ರೋಟೋಕಾಲ್ (ಶಿಷ್ಟಾಚಾರ) ತಿಂಗಳಿಗೆ ಎರಡು ಬಾರಿ ಅವಕಾಶದಲ್ಲಿ ಎಲ್‌ಎಸಿ ಉದ್ದಕ್ಕೂ 13-18ರ ಸಂಖ್ಯೆಯಲ್ಲಿ ಸೈನಿಕರು ಗಸ್ತು ತಿರುಗುವರು. ಭಾರತ ಮತ್ತು ಚೀನಾ ಸೇನೆಗಳು ಪೂರ್ವ ಲಡಾಖ್‌ನ ಡೆಮ್‌ಚೋಕ್ ಮತ್ತು ಡೆಪ್ಸಾಂಗ್ ಪ್ರದೇಶದಲ್ಲಿ ನಿಯೋಜಿತ ಸೈನಿಕರನ್ನು ಹಿಂದಕ್ಕೆ ಕರೆಸಿಕೊಳ್ಳುವ ಪ್ರಕ್ರಿಯೆ ಅಕ್ಟೋಬರ್ 29ರಂದು ಪೂರ್ಣಗೊಂಡಿದೆ. ಒಪ್ಪಂದದ ಪರಿಣಾಮಗಳು: ಮೋದಿ ಹಾಗೂ ಜಿನ್‌ಪಿಂಗ್ ರಷ್ಯಾದ ಕಜಾನ್‌ನಲ್ಲಿ ನಡೆದ ಬ್ರಿಕ್ಸ್ ಶೃಂಗದಲ್ಲಿ ಭೇಟಿಯಾಗಿ ದ್ವಿಪಕ್ಷೀಯ ಮಾತುಕತೆ ನಡೆಸಿದರು. ಬ್ರಿಕ್ಸ್ ಶೃಂಗದಲ್ಲಿ ಪ್ರಧಾನಿ ಮೋದಿಯವರು ಜಿನ್‌ಪಿಂಗ್ ಅವರೊಂದಿಗೆ ನಡೆಸಿದ ಮಾತುಕತೆಯ ಸಂದರ್ಭದ ದೇಹಭಾಷೆ (Body language) ಬಂಧವನ್ನು ಸಂಕೇತಿಸುತ್ತದೆ.: [1146, 336, 1539, 584]
- drop-cap: ಸಾ: [509, 335, 551, 382]
